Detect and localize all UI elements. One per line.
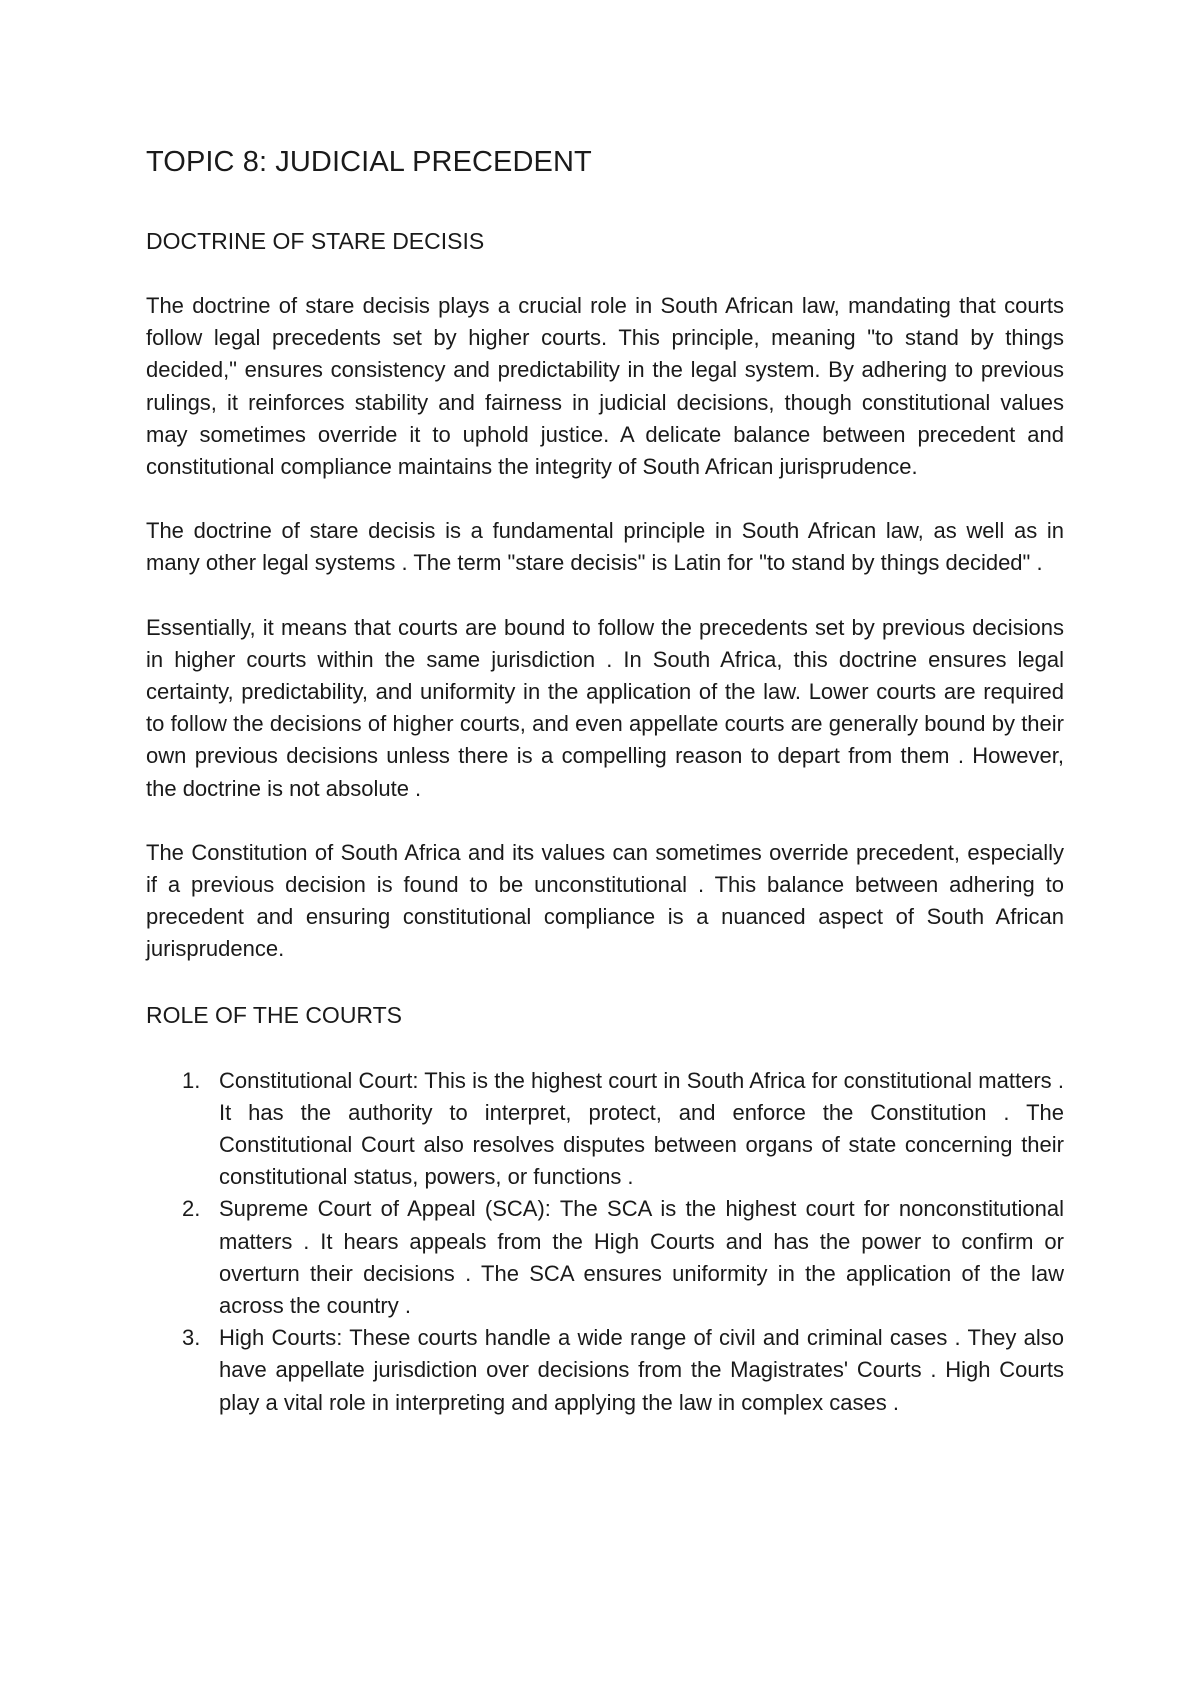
document-page [146,142,1064,1419]
list-item-number: 2. [182,1196,201,1222]
list-item-text: High Courts: These courts handle a wide range of civil and criminal cases . They also have appellate jurisdiction over decisions from the Magistrates' Courts . High Courts play a vital role in interpreting and applying the law in complex cases . [219,1325,1064,1415]
list-item-number: 3. [182,1325,201,1351]
section-heading-stare-decisis: DOCTRINE OF STARE DECISIS [146,228,485,254]
paragraph: The doctrine of stare decisis plays a crucial role in South African law, mandating that courts follow legal precedents set by higher courts. This principle, meaning "to stand by things decided," ensures consistency and predictability in the legal system. By adhering to previous rulings, it reinforces stability and fairness in judicial decisions, though constitutional values may sometimes override it to uphold justice. A delicate balance between precedent and constitutional compliance maintains the integrity of South African jurisprudence. [146,293,1064,480]
section-heading-role-of-courts: ROLE OF THE COURTS [146,1001,403,1028]
page-title: TOPIC 8: JUDICIAL PRECEDENT [146,146,592,178]
courts-list [146,1065,1064,1419]
list-item-text: Constitutional Court: This is the highest court in South Africa for constitutional matters . It has the authority to interpret, protect, and enforce the Constitution . The Constitutional Court also resolves disputes between organs of state concerning their constitutional status, powers, or functions . [219,1067,1064,1190]
list-item [146,1322,1064,1419]
list-item-number: 1. [182,1067,201,1093]
paragraph: The Constitution of South Africa and its values can sometimes override precedent, especially if a previous decision is found to be unconstitutional . This balance between adhering to precedent and ensuring constitutional compliance is a nuanced aspect of South African jurisprudence. [146,839,1064,962]
list-item [146,1193,1064,1322]
list-item [146,1065,1064,1194]
list-item-text: Supreme Court of Appeal (SCA): The SCA is the highest court for nonconstitutional matters . It hears appeals from the High Courts and has the power to confirm or overturn their decisions . The SCA ensures uniformity in the application of the law across the country . [219,1196,1064,1319]
paragraph: Essentially, it means that courts are bound to follow the precedents set by previous decisions in higher courts within the same jurisdiction . In South Africa, this doctrine ensures legal certainty, predictability, and uniformity in the application of the law. Lower courts are required to follow the decisions of higher courts, and even appellate courts are generally bound by their own previous decisions unless there is a compelling reason to depart from them . However, the doctrine is not absolute . [146,614,1064,801]
paragraph: The doctrine of stare decisis is a fundamental principle in South African law, as well as in many other legal systems . The term "stare decisis" is Latin for "to stand by things decided" . [146,518,1064,576]
